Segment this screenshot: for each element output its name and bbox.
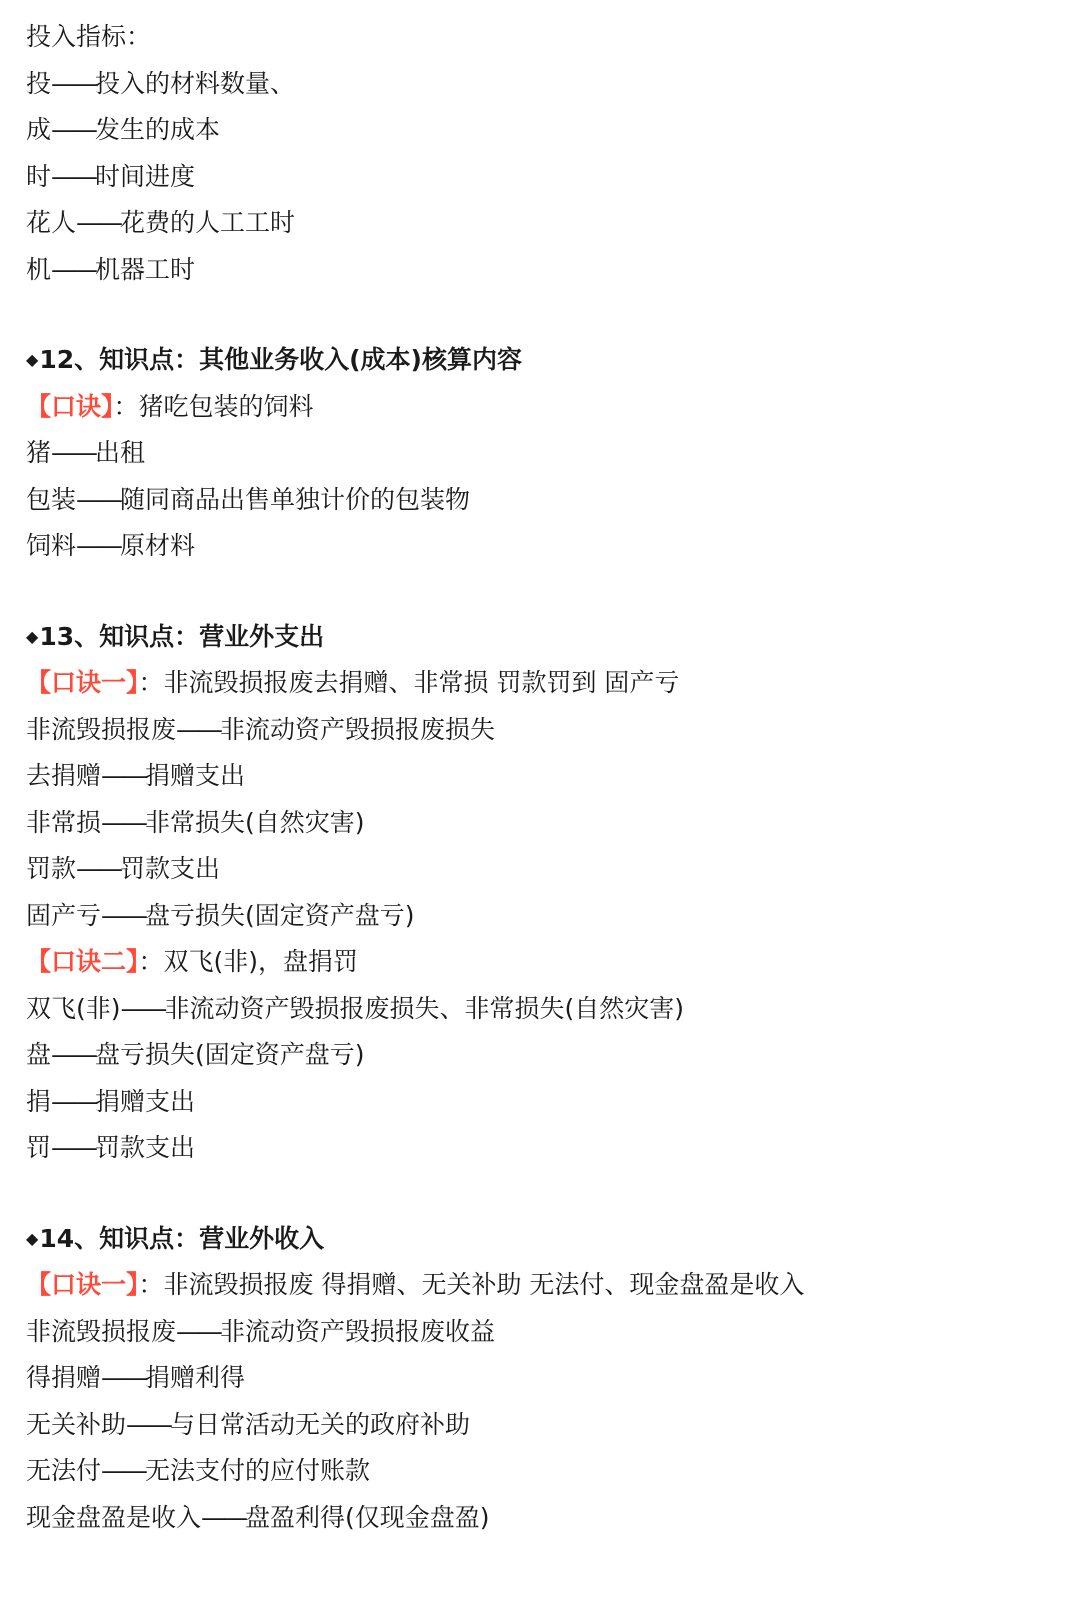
dash-separator: —— [176,715,221,744]
mnemonic-item [26,436,145,470]
dash-separator: —— [51,438,96,467]
item-value: 随同商品出售单独计价的包装物 [120,485,471,514]
heading-text: 13、知识点：营业外支出 [39,622,325,651]
item-key: 猪 [26,438,52,467]
dash-separator: —— [51,1133,96,1162]
dash-separator: —— [51,1087,96,1116]
mnemonic-item [26,992,684,1026]
dash-separator: —— [76,485,121,514]
item-value: 时间进度 [95,162,196,191]
mnemonic-item [26,1501,490,1535]
item-value: 盘盈利得(仅现金盘盈) [245,1503,490,1532]
mnemonic-text: ：非流毁损报废去捐赠、非常损 罚款罚到 固产亏 [138,668,680,697]
item-key: 罚款 [26,854,77,883]
dash-separator: —— [101,901,146,930]
dash-separator: —— [176,1317,221,1346]
mnemonic-tag: 【口诀一】 [26,1270,139,1299]
intro-item [26,160,195,194]
item-key: 饲料 [26,531,77,560]
item-value: 罚款支出 [120,854,221,883]
item-value: 出租 [95,438,146,467]
intro-item [26,206,295,240]
item-key: 双飞(非) [26,994,121,1023]
item-value: 与日常活动无关的政府补助 [170,1410,471,1439]
section-heading-14 [26,1222,324,1256]
item-key: 非常损 [26,808,102,837]
item-key: 机 [26,255,52,284]
dash-separator: —— [51,1040,96,1069]
dash-separator: —— [101,1363,146,1392]
mnemonic-item [26,899,415,933]
mnemonic-line [26,945,358,979]
mnemonic-item [26,1361,245,1395]
item-key: 成 [26,115,52,144]
item-key: 盘 [26,1040,52,1069]
item-key: 得捐赠 [26,1363,102,1392]
diamond-bullet-icon: ◆ [26,1229,39,1248]
dash-separator: —— [51,69,96,98]
item-key: 固产亏 [26,901,102,930]
item-key: 非流毁损报废 [26,1317,177,1346]
item-key: 时 [26,162,52,191]
dash-separator: —— [120,994,165,1023]
mnemonic-item [26,1038,365,1072]
mnemonic-line [26,390,314,424]
item-value: 非流动资产毁损报废损失 [220,715,496,744]
item-value: 非常损失(自然灾害) [145,808,365,837]
mnemonic-item [26,1408,470,1442]
dash-separator: —— [76,208,121,237]
item-value: 花费的人工工时 [120,208,296,237]
mnemonic-item [26,759,245,793]
intro-item [26,113,220,147]
mnemonic-line [26,1268,804,1302]
item-key: 现金盘盈是收入 [26,1503,202,1532]
intro-title: 投入指标： [26,22,152,51]
mnemonic-text: ：猪吃包装的饲料 [113,392,314,421]
mnemonic-text: ：非流毁损报废 得捐赠、无关补助 无法付、现金盘盈是收入 [138,1270,805,1299]
item-value: 发生的成本 [95,115,221,144]
mnemonic-item [26,1085,195,1119]
diamond-bullet-icon: ◆ [26,350,39,369]
dash-separator: —— [101,808,146,837]
mnemonic-item [26,713,495,747]
mnemonic-tag: 【口诀】 [26,392,114,421]
dash-separator: —— [126,1410,171,1439]
item-key: 去捐赠 [26,761,102,790]
heading-text: 14、知识点：营业外收入 [39,1224,325,1253]
mnemonic-item [26,529,195,563]
dash-separator: —— [76,531,121,560]
item-value: 原材料 [120,531,196,560]
item-value: 无法支付的应付账款 [145,1456,371,1485]
item-key: 包装 [26,485,77,514]
mnemonic-tag: 【口诀二】 [26,947,139,976]
dash-separator: —— [76,854,121,883]
section-heading-13 [26,620,324,654]
dash-separator: —— [101,1456,146,1485]
dash-separator: —— [51,115,96,144]
mnemonic-item [26,1454,370,1488]
item-value: 捐赠利得 [145,1363,246,1392]
dash-separator: —— [51,255,96,284]
mnemonic-text: ：双飞(非)，盘捐罚 [138,947,359,976]
item-value: 捐赠支出 [145,761,246,790]
item-value: 捐赠支出 [95,1087,196,1116]
item-value: 盘亏损失(固定资产盘亏) [145,901,415,930]
item-key: 捐 [26,1087,52,1116]
dash-separator: —— [51,162,96,191]
item-value: 机器工时 [95,255,196,284]
item-value: 罚款支出 [95,1133,196,1162]
mnemonic-item [26,806,365,840]
dash-separator: —— [201,1503,246,1532]
mnemonic-tag: 【口诀一】 [26,668,139,697]
section-heading-12 [26,343,522,377]
item-value: 非流动资产毁损报废损失、非常损失(自然灾害) [164,994,685,1023]
mnemonic-line [26,666,679,700]
item-value: 投入的材料数量、 [95,69,296,98]
item-value: 非流动资产毁损报废收益 [220,1317,496,1346]
item-value: 盘亏损失(固定资产盘亏) [95,1040,365,1069]
item-key: 非流毁损报废 [26,715,177,744]
intro-item [26,253,195,287]
item-key: 投 [26,69,52,98]
intro-item [26,67,295,101]
item-key: 无关补助 [26,1410,127,1439]
dash-separator: —— [101,761,146,790]
item-key: 花人 [26,208,77,237]
mnemonic-item [26,1131,195,1165]
item-key: 无法付 [26,1456,102,1485]
mnemonic-item [26,1315,495,1349]
item-key: 罚 [26,1133,52,1162]
heading-text: 12、知识点：其他业务收入(成本)核算内容 [39,345,522,374]
mnemonic-item [26,483,470,517]
mnemonic-item [26,852,220,886]
diamond-bullet-icon: ◆ [26,627,39,646]
